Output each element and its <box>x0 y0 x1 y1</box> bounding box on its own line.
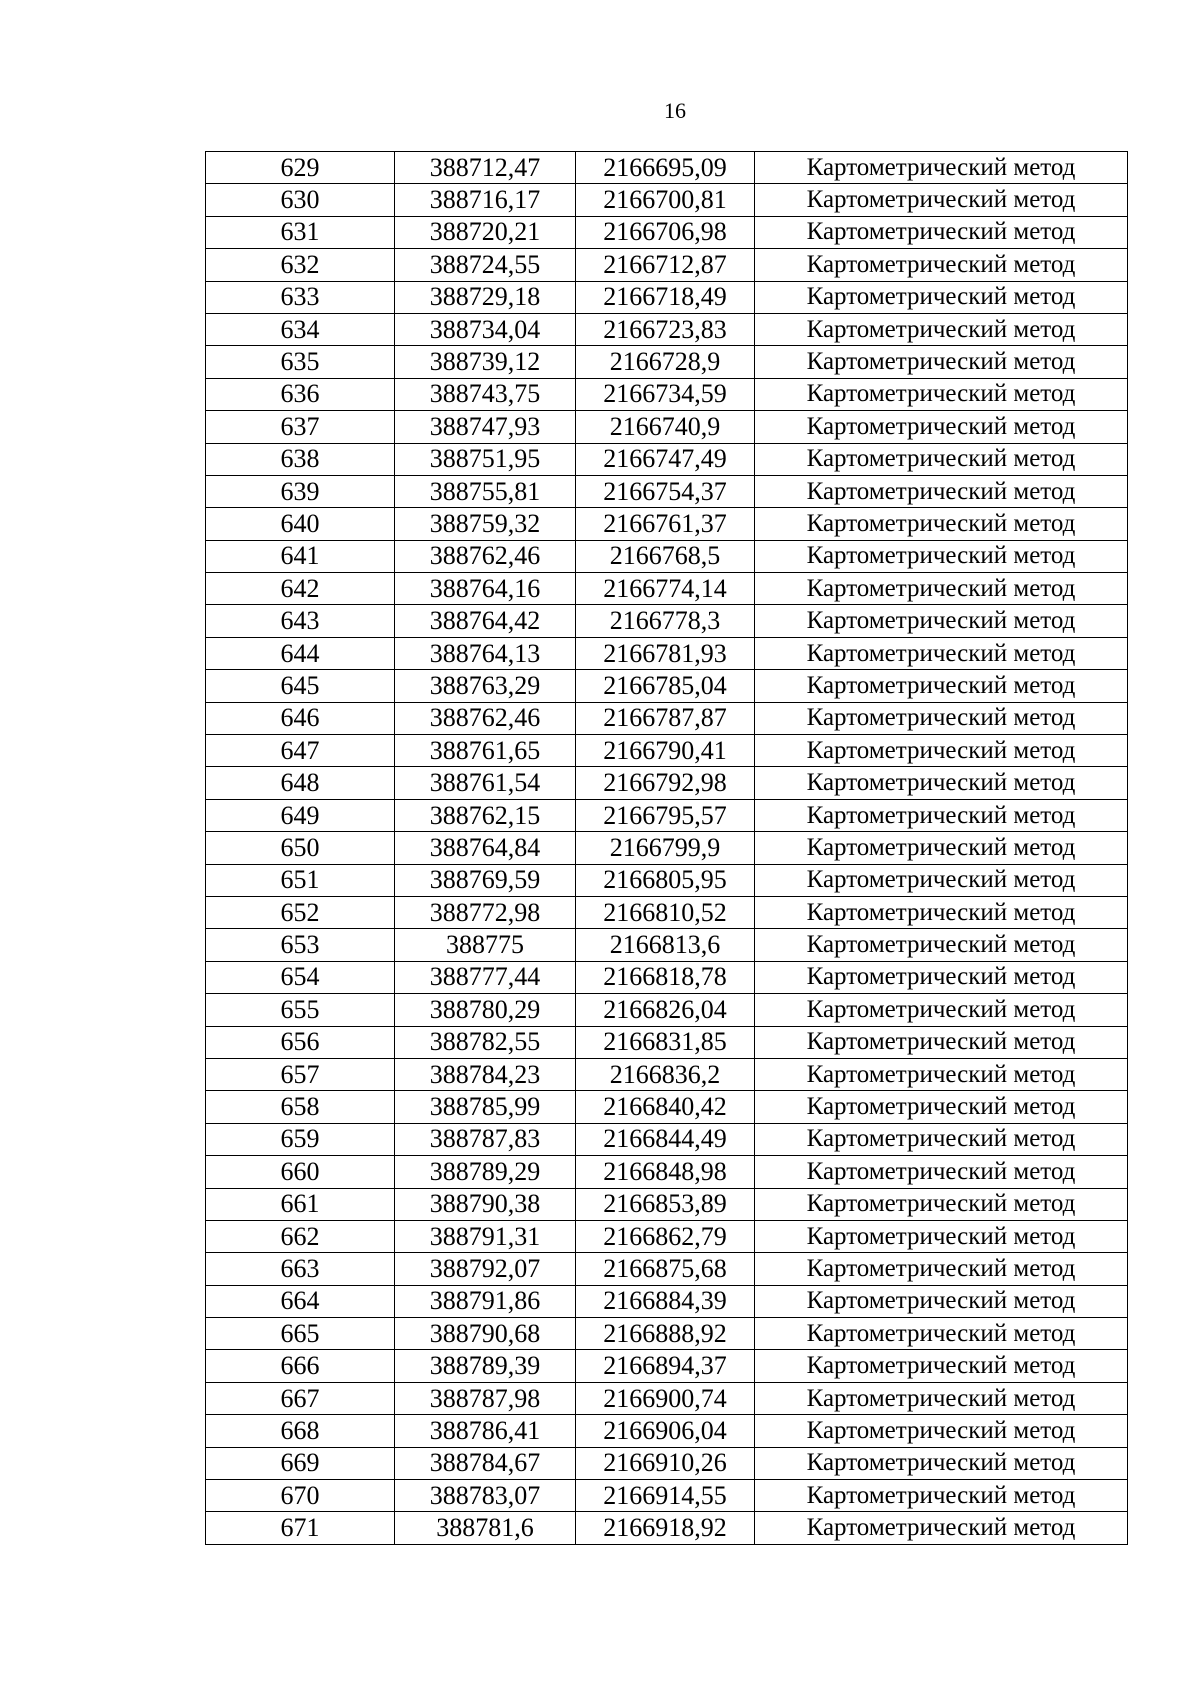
x-coordinate-cell: 388786,41 <box>395 1415 576 1447</box>
point-number-cell: 632 <box>206 249 395 281</box>
table-row <box>206 540 1128 572</box>
x-coordinate-cell: 388743,75 <box>395 378 576 410</box>
table-row <box>206 184 1128 216</box>
point-number-cell: 647 <box>206 735 395 767</box>
method-cell: Картометрический метод <box>755 767 1128 799</box>
x-coordinate-cell: 388789,39 <box>395 1350 576 1382</box>
point-number-cell: 633 <box>206 281 395 313</box>
y-coordinate-cell: 2166712,87 <box>576 249 755 281</box>
point-number-cell: 654 <box>206 961 395 993</box>
x-coordinate-cell: 388772,98 <box>395 896 576 928</box>
x-coordinate-cell: 388764,42 <box>395 605 576 637</box>
x-coordinate-cell: 388781,6 <box>395 1512 576 1544</box>
y-coordinate-cell: 2166894,37 <box>576 1350 755 1382</box>
x-coordinate-cell: 388775 <box>395 929 576 961</box>
table-row <box>206 1220 1128 1252</box>
x-coordinate-cell: 388780,29 <box>395 994 576 1026</box>
point-number-cell: 646 <box>206 702 395 734</box>
table-row <box>206 1188 1128 1220</box>
y-coordinate-cell: 2166853,89 <box>576 1188 755 1220</box>
method-cell: Картометрический метод <box>755 540 1128 572</box>
y-coordinate-cell: 2166723,83 <box>576 313 755 345</box>
y-coordinate-cell: 2166774,14 <box>576 573 755 605</box>
table-row <box>206 1091 1128 1123</box>
y-coordinate-cell: 2166888,92 <box>576 1318 755 1350</box>
table-row <box>206 1058 1128 1090</box>
y-coordinate-cell: 2166805,95 <box>576 864 755 896</box>
x-coordinate-cell: 388769,59 <box>395 864 576 896</box>
y-coordinate-cell: 2166761,37 <box>576 508 755 540</box>
x-coordinate-cell: 388792,07 <box>395 1253 576 1285</box>
coordinates-table <box>205 151 1128 1545</box>
x-coordinate-cell: 388764,13 <box>395 637 576 669</box>
method-cell: Картометрический метод <box>755 216 1128 248</box>
y-coordinate-cell: 2166787,87 <box>576 702 755 734</box>
method-cell: Картометрический метод <box>755 1123 1128 1155</box>
x-coordinate-cell: 388739,12 <box>395 346 576 378</box>
method-cell: Картометрический метод <box>755 961 1128 993</box>
x-coordinate-cell: 388762,46 <box>395 702 576 734</box>
x-coordinate-cell: 388782,55 <box>395 1026 576 1058</box>
table-row <box>206 799 1128 831</box>
table-row <box>206 994 1128 1026</box>
point-number-cell: 644 <box>206 637 395 669</box>
method-cell: Картометрический метод <box>755 1026 1128 1058</box>
coordinates-table-body <box>206 152 1128 1545</box>
method-cell: Картометрический метод <box>755 702 1128 734</box>
x-coordinate-cell: 388712,47 <box>395 152 576 184</box>
method-cell: Картометрический метод <box>755 1447 1128 1479</box>
x-coordinate-cell: 388729,18 <box>395 281 576 313</box>
y-coordinate-cell: 2166747,49 <box>576 443 755 475</box>
point-number-cell: 655 <box>206 994 395 1026</box>
method-cell: Картометрический метод <box>755 670 1128 702</box>
x-coordinate-cell: 388755,81 <box>395 475 576 507</box>
table-row <box>206 152 1128 184</box>
table-row <box>206 573 1128 605</box>
point-number-cell: 631 <box>206 216 395 248</box>
x-coordinate-cell: 388764,16 <box>395 573 576 605</box>
point-number-cell: 664 <box>206 1285 395 1317</box>
y-coordinate-cell: 2166706,98 <box>576 216 755 248</box>
point-number-cell: 669 <box>206 1447 395 1479</box>
method-cell: Картометрический метод <box>755 1318 1128 1350</box>
point-number-cell: 648 <box>206 767 395 799</box>
y-coordinate-cell: 2166906,04 <box>576 1415 755 1447</box>
table-row <box>206 670 1128 702</box>
table-row <box>206 1382 1128 1414</box>
method-cell: Картометрический метод <box>755 896 1128 928</box>
method-cell: Картометрический метод <box>755 443 1128 475</box>
page-number: 16 <box>664 98 686 123</box>
method-cell: Картометрический метод <box>755 378 1128 410</box>
x-coordinate-cell: 388785,99 <box>395 1091 576 1123</box>
x-coordinate-cell: 388790,68 <box>395 1318 576 1350</box>
x-coordinate-cell: 388790,38 <box>395 1188 576 1220</box>
table-row <box>206 767 1128 799</box>
point-number-cell: 638 <box>206 443 395 475</box>
table-row <box>206 508 1128 540</box>
y-coordinate-cell: 2166792,98 <box>576 767 755 799</box>
point-number-cell: 660 <box>206 1156 395 1188</box>
method-cell: Картометрический метод <box>755 1382 1128 1414</box>
point-number-cell: 650 <box>206 832 395 864</box>
x-coordinate-cell: 388762,46 <box>395 540 576 572</box>
point-number-cell: 629 <box>206 152 395 184</box>
point-number-cell: 630 <box>206 184 395 216</box>
x-coordinate-cell: 388720,21 <box>395 216 576 248</box>
method-cell: Картометрический метод <box>755 1480 1128 1512</box>
method-cell: Картометрический метод <box>755 508 1128 540</box>
y-coordinate-cell: 2166695,09 <box>576 152 755 184</box>
table-row <box>206 1253 1128 1285</box>
point-number-cell: 671 <box>206 1512 395 1544</box>
method-cell: Картометрический метод <box>755 1058 1128 1090</box>
method-cell: Картометрический метод <box>755 735 1128 767</box>
table-row <box>206 411 1128 443</box>
point-number-cell: 642 <box>206 573 395 605</box>
y-coordinate-cell: 2166900,74 <box>576 1382 755 1414</box>
point-number-cell: 661 <box>206 1188 395 1220</box>
table-row <box>206 443 1128 475</box>
point-number-cell: 637 <box>206 411 395 443</box>
x-coordinate-cell: 388791,31 <box>395 1220 576 1252</box>
point-number-cell: 639 <box>206 475 395 507</box>
table-row <box>206 1415 1128 1447</box>
point-number-cell: 643 <box>206 605 395 637</box>
point-number-cell: 652 <box>206 896 395 928</box>
x-coordinate-cell: 388762,15 <box>395 799 576 831</box>
y-coordinate-cell: 2166844,49 <box>576 1123 755 1155</box>
table-row <box>206 378 1128 410</box>
y-coordinate-cell: 2166740,9 <box>576 411 755 443</box>
table-row <box>206 896 1128 928</box>
method-cell: Картометрический метод <box>755 1091 1128 1123</box>
table-row <box>206 346 1128 378</box>
x-coordinate-cell: 388783,07 <box>395 1480 576 1512</box>
x-coordinate-cell: 388763,29 <box>395 670 576 702</box>
y-coordinate-cell: 2166778,3 <box>576 605 755 637</box>
method-cell: Картометрический метод <box>755 1415 1128 1447</box>
y-coordinate-cell: 2166810,52 <box>576 896 755 928</box>
x-coordinate-cell: 388787,83 <box>395 1123 576 1155</box>
x-coordinate-cell: 388759,32 <box>395 508 576 540</box>
y-coordinate-cell: 2166813,6 <box>576 929 755 961</box>
point-number-cell: 665 <box>206 1318 395 1350</box>
x-coordinate-cell: 388761,54 <box>395 767 576 799</box>
y-coordinate-cell: 2166734,59 <box>576 378 755 410</box>
method-cell: Картометрический метод <box>755 637 1128 669</box>
point-number-cell: 653 <box>206 929 395 961</box>
point-number-cell: 657 <box>206 1058 395 1090</box>
method-cell: Картометрический метод <box>755 1220 1128 1252</box>
x-coordinate-cell: 388789,29 <box>395 1156 576 1188</box>
method-cell: Картометрический метод <box>755 475 1128 507</box>
table-row <box>206 832 1128 864</box>
point-number-cell: 667 <box>206 1382 395 1414</box>
point-number-cell: 636 <box>206 378 395 410</box>
y-coordinate-cell: 2166818,78 <box>576 961 755 993</box>
x-coordinate-cell: 388747,93 <box>395 411 576 443</box>
method-cell: Картометрический метод <box>755 184 1128 216</box>
table-row <box>206 1156 1128 1188</box>
x-coordinate-cell: 388724,55 <box>395 249 576 281</box>
x-coordinate-cell: 388777,44 <box>395 961 576 993</box>
y-coordinate-cell: 2166785,04 <box>576 670 755 702</box>
y-coordinate-cell: 2166840,42 <box>576 1091 755 1123</box>
point-number-cell: 659 <box>206 1123 395 1155</box>
y-coordinate-cell: 2166884,39 <box>576 1285 755 1317</box>
method-cell: Картометрический метод <box>755 313 1128 345</box>
method-cell: Картометрический метод <box>755 1188 1128 1220</box>
y-coordinate-cell: 2166914,55 <box>576 1480 755 1512</box>
point-number-cell: 635 <box>206 346 395 378</box>
y-coordinate-cell: 2166826,04 <box>576 994 755 1026</box>
method-cell: Картометрический метод <box>755 1512 1128 1544</box>
point-number-cell: 641 <box>206 540 395 572</box>
x-coordinate-cell: 388791,86 <box>395 1285 576 1317</box>
y-coordinate-cell: 2166781,93 <box>576 637 755 669</box>
table-row <box>206 1026 1128 1058</box>
point-number-cell: 656 <box>206 1026 395 1058</box>
table-row <box>206 249 1128 281</box>
method-cell: Картометрический метод <box>755 1285 1128 1317</box>
y-coordinate-cell: 2166768,5 <box>576 540 755 572</box>
x-coordinate-cell: 388787,98 <box>395 1382 576 1414</box>
point-number-cell: 634 <box>206 313 395 345</box>
x-coordinate-cell: 388764,84 <box>395 832 576 864</box>
table-row <box>206 637 1128 669</box>
method-cell: Картометрический метод <box>755 573 1128 605</box>
x-coordinate-cell: 388784,23 <box>395 1058 576 1090</box>
method-cell: Картометрический метод <box>755 605 1128 637</box>
y-coordinate-cell: 2166918,92 <box>576 1512 755 1544</box>
y-coordinate-cell: 2166862,79 <box>576 1220 755 1252</box>
point-number-cell: 649 <box>206 799 395 831</box>
point-number-cell: 662 <box>206 1220 395 1252</box>
y-coordinate-cell: 2166700,81 <box>576 184 755 216</box>
method-cell: Картометрический метод <box>755 994 1128 1026</box>
x-coordinate-cell: 388734,04 <box>395 313 576 345</box>
point-number-cell: 666 <box>206 1350 395 1382</box>
point-number-cell: 645 <box>206 670 395 702</box>
table-row <box>206 281 1128 313</box>
table-row <box>206 702 1128 734</box>
table-row <box>206 1512 1128 1544</box>
method-cell: Картометрический метод <box>755 152 1128 184</box>
y-coordinate-cell: 2166790,41 <box>576 735 755 767</box>
table-row <box>206 1447 1128 1479</box>
y-coordinate-cell: 2166718,49 <box>576 281 755 313</box>
table-row <box>206 929 1128 961</box>
method-cell: Картометрический метод <box>755 864 1128 896</box>
point-number-cell: 651 <box>206 864 395 896</box>
point-number-cell: 658 <box>206 1091 395 1123</box>
point-number-cell: 640 <box>206 508 395 540</box>
method-cell: Картометрический метод <box>755 249 1128 281</box>
y-coordinate-cell: 2166836,2 <box>576 1058 755 1090</box>
y-coordinate-cell: 2166875,68 <box>576 1253 755 1285</box>
y-coordinate-cell: 2166831,85 <box>576 1026 755 1058</box>
y-coordinate-cell: 2166728,9 <box>576 346 755 378</box>
point-number-cell: 668 <box>206 1415 395 1447</box>
table-row <box>206 961 1128 993</box>
table-row <box>206 475 1128 507</box>
y-coordinate-cell: 2166848,98 <box>576 1156 755 1188</box>
y-coordinate-cell: 2166910,26 <box>576 1447 755 1479</box>
table-row <box>206 1350 1128 1382</box>
table-row <box>206 605 1128 637</box>
method-cell: Картометрический метод <box>755 1253 1128 1285</box>
x-coordinate-cell: 388716,17 <box>395 184 576 216</box>
x-coordinate-cell: 388784,67 <box>395 1447 576 1479</box>
method-cell: Картометрический метод <box>755 929 1128 961</box>
table-row <box>206 1318 1128 1350</box>
point-number-cell: 670 <box>206 1480 395 1512</box>
point-number-cell: 663 <box>206 1253 395 1285</box>
table-row <box>206 1480 1128 1512</box>
method-cell: Картометрический метод <box>755 832 1128 864</box>
method-cell: Картометрический метод <box>755 1350 1128 1382</box>
x-coordinate-cell: 388761,65 <box>395 735 576 767</box>
method-cell: Картометрический метод <box>755 799 1128 831</box>
method-cell: Картометрический метод <box>755 346 1128 378</box>
table-row <box>206 1285 1128 1317</box>
table-row <box>206 313 1128 345</box>
method-cell: Картометрический метод <box>755 411 1128 443</box>
table-row <box>206 735 1128 767</box>
y-coordinate-cell: 2166795,57 <box>576 799 755 831</box>
method-cell: Картометрический метод <box>755 1156 1128 1188</box>
method-cell: Картометрический метод <box>755 281 1128 313</box>
table-row <box>206 216 1128 248</box>
x-coordinate-cell: 388751,95 <box>395 443 576 475</box>
table-row <box>206 864 1128 896</box>
y-coordinate-cell: 2166754,37 <box>576 475 755 507</box>
table-row <box>206 1123 1128 1155</box>
y-coordinate-cell: 2166799,9 <box>576 832 755 864</box>
